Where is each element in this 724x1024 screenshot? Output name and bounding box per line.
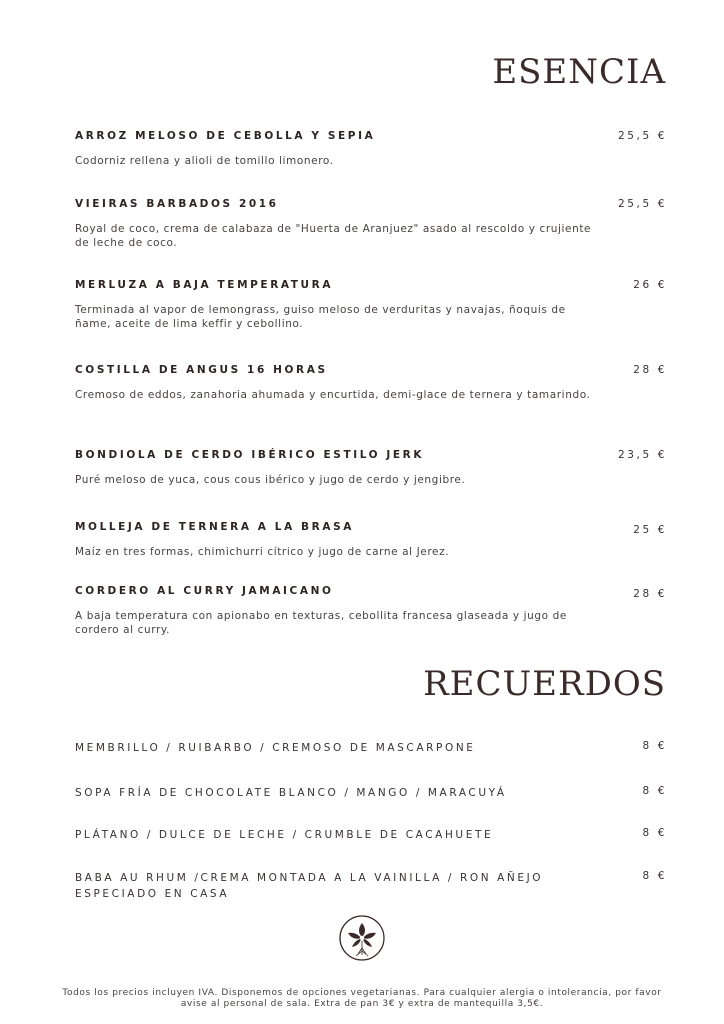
dish-price: 28 € (633, 588, 667, 600)
dessert-name: MEMBRILLO / RUIBARBO / CREMOSO DE MASCARPONE (75, 742, 476, 754)
dish-description: Maíz en tres formas, chimichurri cítrico y jugo de carne al Jerez. (75, 546, 450, 558)
dish-name: MERLUZA A BAJA TEMPERATURA (75, 279, 334, 291)
dish-price: 26 € (633, 279, 667, 291)
dessert-name: BABA AU RHUM /CREMA MONTADA A LA VAINILLA / RON AÑEJO ESPECIADO EN CASA (75, 872, 544, 900)
dish-item (75, 198, 667, 250)
section-title-recuerdos: RECUERDOS (423, 664, 666, 704)
dessert-price: 8 € (642, 740, 667, 752)
dish-price: 23,5 € (618, 449, 667, 461)
dessert-name: SOPA FRÍA DE CHOCOLATE BLANCO / MANGO / MARACUYÁ (75, 787, 507, 799)
dish-item (75, 585, 667, 637)
dish-description: Terminada al vapor de lemongrass, guiso meloso de verduritas y navajas, ñoquis de ñame, aceite de lima keffir y cebollino. (75, 304, 566, 330)
dessert-price: 8 € (642, 870, 667, 882)
dish-description: Cremoso de eddos, zanahoria ahumada y encurtida, demi-glace de ternera y tamarindo. (75, 389, 591, 401)
dish-description: Royal de coco, crema de calabaza de "Huerta de Aranjuez" asado al rescoldo y crujiente de leche de coco. (75, 223, 592, 249)
dish-name: MOLLEJA DE TERNERA A LA BRASA (75, 521, 354, 533)
dish-name: CORDERO AL CURRY JAMAICANO (75, 585, 334, 597)
dish-item (75, 521, 667, 559)
dish-price: 28 € (633, 364, 667, 376)
dessert-item (75, 740, 667, 756)
dish-description: A baja temperatura con apionabo en texturas, cebollita francesa glaseada y jugo de cordero al curry. (75, 610, 567, 636)
dish-price: 25 € (633, 524, 667, 536)
dish-item (75, 279, 667, 331)
dish-item (75, 130, 667, 168)
dessert-item (75, 870, 667, 902)
dish-name: VIEIRAS BARBADOS 2016 (75, 198, 279, 210)
dish-description: Codorniz rellena y alioli de tomillo limonero. (75, 155, 334, 167)
dessert-item (75, 827, 667, 843)
flower-logo-icon (338, 914, 386, 962)
dish-name: ARROZ MELOSO DE CEBOLLA Y SEPIA (75, 130, 376, 142)
dish-price: 25,5 € (618, 130, 667, 142)
dish-item (75, 364, 667, 402)
dish-item (75, 449, 667, 487)
footer-note: Todos los precios incluyen IVA. Disponemos de opciones vegetarianas. Para cualquier alergia o intolerancia, por favor avise al personal de sala. Extra de pan 3€ y extra de mantequilla 3,5€. (62, 988, 662, 1009)
dessert-name: PLÁTANO / DULCE DE LECHE / CRUMBLE DE CACAHUETE (75, 829, 494, 841)
dish-name: COSTILLA DE ANGUS 16 HORAS (75, 364, 328, 376)
dessert-price: 8 € (642, 785, 667, 797)
dish-name: BONDIOLA DE CERDO IBÉRICO ESTILO JERK (75, 449, 425, 461)
dish-description: Puré meloso de yuca, cous cous ibérico y jugo de cerdo y jengibre. (75, 474, 466, 486)
dessert-item (75, 785, 667, 801)
dessert-price: 8 € (642, 827, 667, 839)
dish-price: 25,5 € (618, 198, 667, 210)
section-title-esencia: ESENCIA (492, 52, 666, 92)
